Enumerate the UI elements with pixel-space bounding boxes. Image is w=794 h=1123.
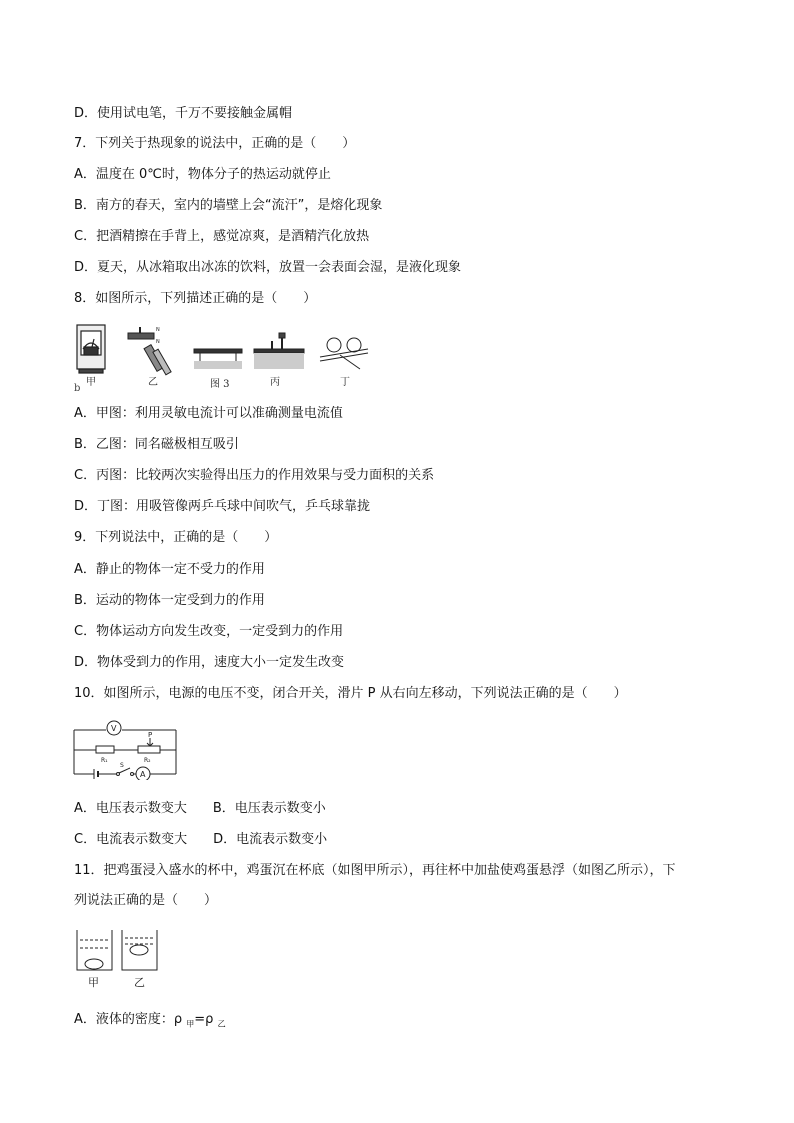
q10-options-ab: A．电压表示数变大 B．电压表示数变小 (74, 801, 326, 816)
ping-pong-illustration (320, 338, 368, 369)
label-figure-3: 图 3 (210, 379, 230, 390)
q10-options-cd: C．电流表示数变大 D．电流表示数变小 (74, 832, 328, 847)
q8-option-c: C．丙图：比较两次实验得出压力的作用效果与受力面积的关系 (74, 468, 435, 483)
q8-option-d: D．丁图：用吸管像两乒乓球中间吹气，乒乓球靠拢 (74, 499, 371, 514)
label-jia: 甲 (88, 976, 99, 989)
q8-option-b: B．乙图：同名磁极相互吸引 (74, 437, 239, 452)
q7-option-c: C．把酒精擦在手背上，感觉凉爽，是酒精汽化放热 (74, 229, 370, 244)
r2-label: R₂ (144, 757, 151, 764)
label-bing: 丙 (270, 377, 280, 388)
label-yi: 乙 (148, 377, 158, 388)
voltmeter-label: V (111, 724, 117, 733)
q9-option-a: A．静止的物体一定不受力的作用 (74, 562, 265, 577)
galvanometer-illustration (77, 325, 105, 373)
q9-stem: 9．下列说法中，正确的是（ ） (74, 530, 278, 545)
pressure-experiment-illustration (194, 333, 304, 369)
q11-beaker-figure (74, 924, 166, 990)
q11-option-a-sub-jia: 甲 (186, 1019, 195, 1029)
magnets-illustration (128, 327, 171, 375)
label-jia: 甲 (86, 377, 96, 388)
q7-option-b: B．南方的春天，室内的墙壁上会“流汗”，是熔化现象 (74, 198, 383, 213)
q8-option-a: A．甲图：利用灵敏电流计可以准确测量电流值 (74, 406, 343, 421)
q7-option-a: A．温度在 0℃时，物体分子的热运动就停止 (74, 167, 331, 182)
q11-option-a-sub-yi: 乙 (217, 1019, 226, 1029)
q11-option-a-prefix: A．液体的密度：ρ (74, 1012, 187, 1027)
switch-label: S (120, 762, 124, 769)
q11-stem-line1: 11．把鸡蛋浸入盛水的杯中，鸡蛋沉在杯底（如图甲所示），再往杯中加盐使鸡蛋悬浮（如图乙所示），下 (74, 863, 676, 878)
q11-option-a-mid: =ρ (194, 1012, 218, 1027)
q11-stem-line2: 列说法正确的是（ ） (74, 893, 218, 908)
q7-stem: 7．下列关于热现象的说法中，正确的是（ ） (74, 136, 356, 151)
q7-option-d: D．夏天，从冰箱取出冰冻的饮料，放置一会表面会湿，是液化现象 (74, 260, 462, 275)
q9-option-b: B．运动的物体一定受到力的作用 (74, 593, 265, 608)
q10-circuit-figure (72, 716, 180, 780)
q10-stem: 10．如图所示，电源的电压不变，闭合开关，滑片 P 从右向左移动，下列说法正确的是（ ） (74, 686, 627, 701)
label-ding: 丁 (340, 377, 350, 388)
magnet-pole-label: N (156, 339, 160, 345)
q8-stem: 8．如图所示，下列描述正确的是（ ） (74, 291, 317, 306)
q9-option-c: C．物体运动方向发生改变，一定受到力的作用 (74, 624, 344, 639)
corner-mark: b (74, 383, 81, 394)
label-yi: 乙 (134, 976, 145, 989)
r1-label: R₁ (101, 757, 108, 764)
magnet-pole-label: N (156, 327, 160, 333)
q11-option-a (74, 1012, 226, 1033)
q6-option-d: D．使用试电笔，千万不要接触金属帽 (74, 106, 293, 121)
ammeter-label: A (140, 770, 146, 779)
slider-label: P (148, 731, 153, 739)
q8-figure (72, 321, 372, 397)
q9-option-d: D．物体受到力的作用，速度大小一定发生改变 (74, 655, 345, 670)
